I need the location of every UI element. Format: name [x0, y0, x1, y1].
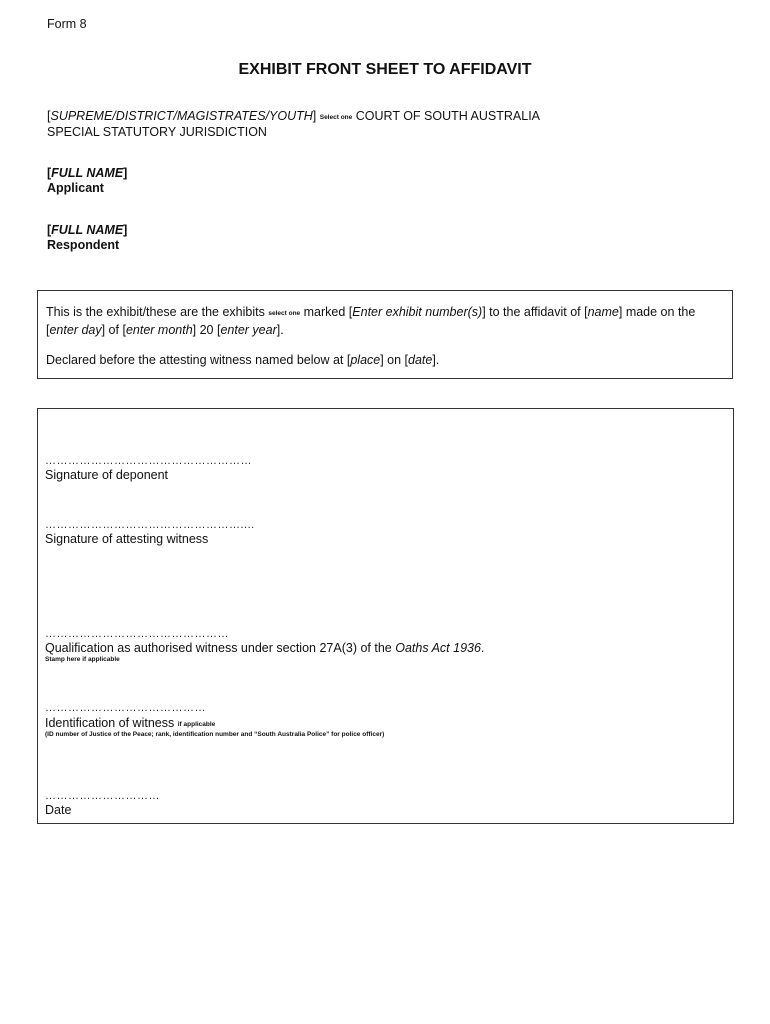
court-heading [47, 109, 540, 140]
exhibit-select-note: select one [268, 310, 301, 317]
witness-signature-line[interactable]: …………………………………………….... [45, 519, 255, 531]
applicant-name-line: [FULL NAME] [47, 166, 128, 180]
court-name: COURT OF SOUTH AUSTRALIA [355, 109, 541, 123]
exhibit-text-7: ] 20 [ [192, 323, 221, 337]
form-number: Form 8 [47, 17, 87, 31]
exhibit-text-4: ] made on the [618, 305, 696, 319]
court-line: [SUPREME/DISTRICT/MAGISTRATES/YOUTH] Select one COURT OF SOUTH AUSTRALIA [47, 109, 541, 123]
stamp-note: Stamp here if applicable [45, 656, 120, 663]
applicant-name: FULL NAME [51, 166, 124, 180]
oaths-act: Oaths Act 1936 [395, 641, 481, 655]
date-field[interactable]: date [408, 353, 433, 367]
identification-note: if applicable [177, 721, 216, 728]
place-field[interactable]: place [350, 353, 381, 367]
qualification-end: . [480, 641, 485, 655]
party-applicant [47, 166, 127, 196]
declared-text-2: ] on [ [380, 353, 409, 367]
exhibit-text-5: [ [46, 323, 50, 337]
respondent-name-line: [FULL NAME] [47, 223, 128, 237]
applicant-role: Applicant [47, 181, 104, 195]
exhibit-text-3: ] to the affidavit of [ [482, 305, 588, 319]
respondent-name: FULL NAME [51, 223, 124, 237]
deponent-signature-label: Signature of deponent [45, 468, 169, 482]
declaration-statement [46, 352, 724, 369]
exhibit-text-2: marked [ [303, 305, 353, 319]
identification-text: Identification of witness [45, 716, 175, 730]
exhibit-statement-box [37, 290, 733, 379]
month-field[interactable]: enter month [125, 323, 193, 337]
deponent-name-field[interactable]: name [587, 305, 619, 319]
deponent-signature-line[interactable]: ……………………………………………… [45, 455, 252, 467]
respondent-role: Respondent [47, 238, 120, 252]
signature-box [37, 408, 734, 824]
year-field[interactable]: enter year [220, 323, 277, 337]
date-label: Date [45, 803, 72, 817]
identification-line[interactable]: …………………………………… [45, 702, 206, 714]
exhibit-text-8: ]. [276, 323, 284, 337]
exhibit-text-1: This is the exhibit/these are the exhibits [46, 305, 265, 319]
party-respondent [47, 223, 127, 253]
declared-text-3: ]. [432, 353, 440, 367]
qualification-label [45, 641, 484, 655]
date-line[interactable]: ………………………… [45, 790, 160, 802]
identification-label [45, 716, 215, 730]
identification-detail: (ID number of Justice of the Peace; rank, identification number and “South Australia Police” for police officer) [45, 731, 385, 738]
exhibit-statement [46, 304, 724, 339]
declared-text-1: Declared before the attesting witness named below at [ [46, 353, 351, 367]
qualification-line[interactable]: ………………………………………… [45, 628, 229, 640]
exhibit-text-6: ] of [ [101, 323, 126, 337]
court-select-note: Select one [319, 114, 353, 121]
court-options: SUPREME/DISTRICT/MAGISTRATES/YOUTH [50, 109, 313, 123]
witness-signature-label: Signature of attesting witness [45, 532, 209, 546]
day-field[interactable]: enter day [49, 323, 102, 337]
qualification-text: Qualification as authorised witness under section 27A(3) of the [45, 641, 392, 655]
court-jurisdiction: SPECIAL STATUTORY JURISDICTION [47, 125, 267, 139]
page-title: EXHIBIT FRONT SHEET TO AFFIDAVIT [238, 61, 532, 78]
exhibit-numbers-field[interactable]: Enter exhibit number(s) [352, 305, 483, 319]
